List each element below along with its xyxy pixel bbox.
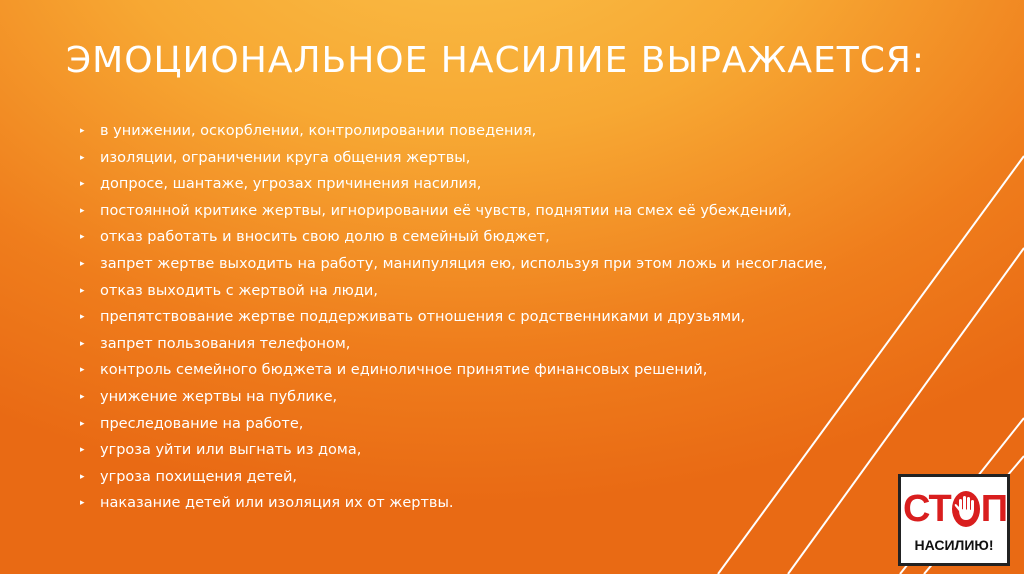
bullet-arrow-icon: ▸ xyxy=(80,391,85,402)
bullet-arrow-icon: ▸ xyxy=(80,258,85,269)
bullet-text: в унижении, оскорблении, контролировании поведения, xyxy=(100,123,537,139)
bullet-text: наказание детей или изоляция их от жертвы. xyxy=(100,495,454,512)
bullet-text: постоянной критике жертвы, игнорировании её чувств, поднятии на смех её убеждений, xyxy=(100,202,792,219)
bullet-arrow-icon: ▸ xyxy=(80,205,85,216)
stop-subtitle: НАСИЛИЮ! xyxy=(914,537,994,553)
bullet-arrow-icon: ▸ xyxy=(80,152,85,163)
bullet-arrow-icon: ▸ xyxy=(80,179,85,190)
stop-word-left: СТ xyxy=(902,487,951,530)
bullet-text: отказ выходить с жертвой на люди, xyxy=(100,282,378,299)
bullet-text: преследование на работе, xyxy=(100,415,304,432)
bullet-arrow-icon: ▸ xyxy=(80,232,85,243)
bullet-text: угроза похищения детей, xyxy=(100,468,297,485)
stop-word xyxy=(902,487,1008,531)
bullet-text: запрет пользования телефоном, xyxy=(100,335,351,352)
bullet-text: отказ работать и вносить свою долю в семейный бюджет, xyxy=(100,229,550,246)
bullet-arrow-icon: ▸ xyxy=(80,285,85,296)
bullet-text: запрет жертве выходить на работу, манипуляция ею, используя при этом ложь и несогласие, xyxy=(100,255,828,272)
bullet-text: унижение жертвы на публике, xyxy=(100,388,338,405)
bullet-text: изоляции, ограничении круга общения жертвы, xyxy=(100,149,471,166)
stop-violence-logo xyxy=(898,474,1010,566)
bullet-arrow-icon: ▸ xyxy=(80,126,85,136)
bullet-arrow-icon: ▸ xyxy=(80,445,85,456)
hand-icon xyxy=(951,490,981,528)
bullet-arrow-icon: ▸ xyxy=(80,365,85,376)
bullet-text: препятствование жертве поддерживать отношения с родственниками и друзьями, xyxy=(100,309,746,326)
bullet-arrow-icon: ▸ xyxy=(80,418,85,429)
bullet-text: допросе, шантаже, угрозах причинения насилия, xyxy=(100,176,482,193)
stop-word-right: П xyxy=(980,487,1008,530)
slide-title: ЭМОЦИОНАЛЬНОЕ НАСИЛИЕ ВЫРАЖАЕТСЯ: xyxy=(66,40,925,81)
bullet-arrow-icon: ▸ xyxy=(80,498,85,509)
bullet-text: угроза уйти или выгнать из дома, xyxy=(100,442,362,459)
bullet-arrow-icon: ▸ xyxy=(80,312,85,323)
bullet-arrow-icon: ▸ xyxy=(80,338,85,349)
bullet-arrow-icon: ▸ xyxy=(80,471,85,482)
deco-line xyxy=(1010,248,1024,268)
bullet-text: контроль семейного бюджета и единоличное принятие финансовых решений, xyxy=(100,362,708,379)
